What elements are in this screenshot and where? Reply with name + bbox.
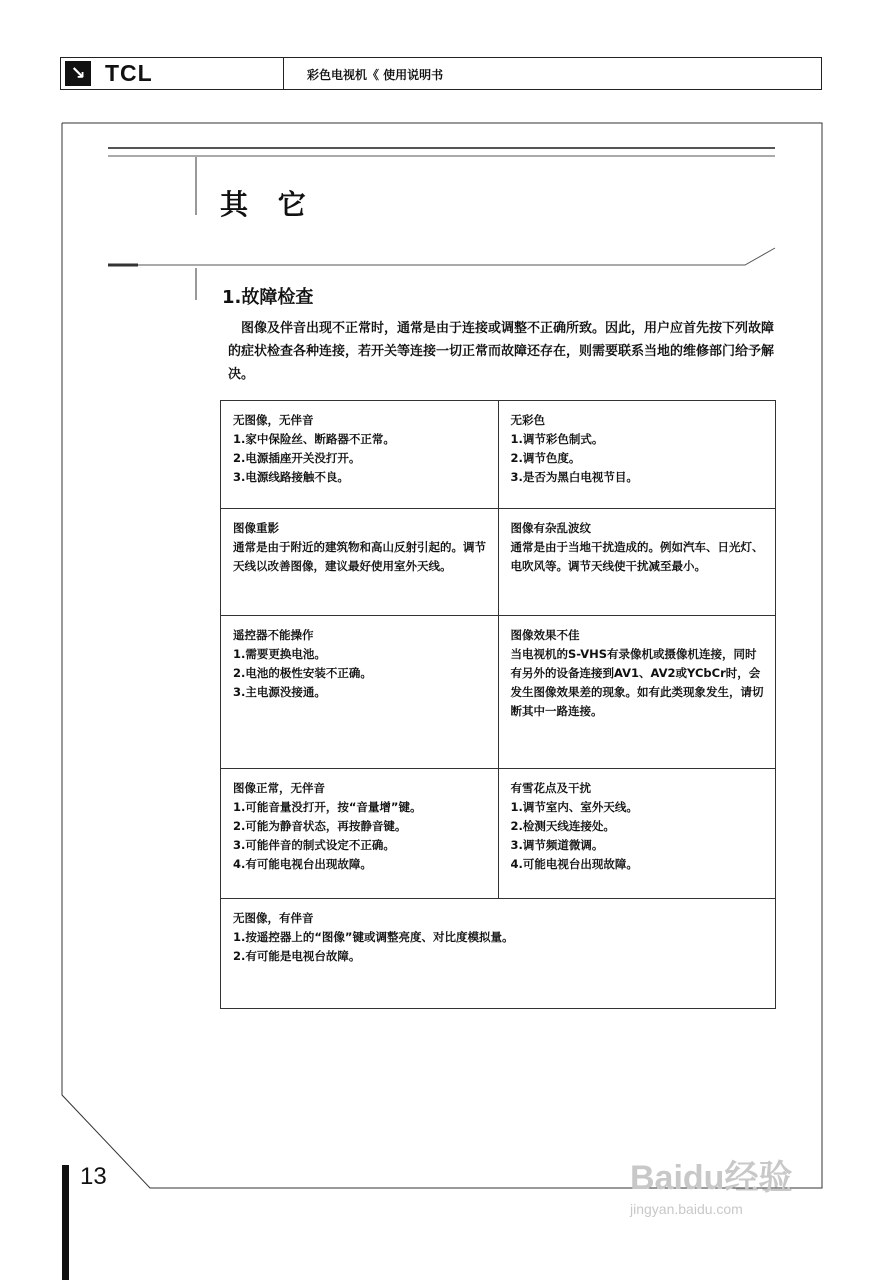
remedy-line: 1.可能音量没打开，按“音量增”键。 — [233, 800, 422, 814]
remedy-line: 3.是否为黑白电视节目。 — [510, 470, 638, 484]
troubleshooting-table — [220, 400, 776, 1009]
table-row — [221, 898, 775, 1008]
symptom-cell — [498, 769, 776, 898]
symptom-heading: 图像重影 — [233, 521, 279, 535]
remedy-line: 2.电池的极性安装不正确。 — [233, 666, 372, 680]
table-row — [221, 401, 775, 508]
remedy-line: 2.调节色度。 — [510, 451, 581, 465]
remedy-line: 1.调节彩色制式。 — [510, 432, 604, 446]
remedy-line: 3.调节频道微调。 — [510, 838, 604, 852]
section-title: 其 它 — [220, 188, 316, 221]
symptom-cell — [221, 616, 498, 768]
remedy-line: 3.主电源没接通。 — [233, 685, 326, 699]
symptom-cell — [498, 509, 776, 615]
table-row — [221, 508, 775, 615]
tcl-logo: TCL — [105, 60, 153, 86]
remedy-line: 2.检测天线连接处。 — [510, 819, 615, 833]
tcl-logo-icon: ↘ — [65, 61, 91, 86]
page-number: 13 — [80, 1163, 107, 1190]
watermark-brand: Baidu经验 — [630, 1159, 793, 1197]
remedy-line: 3.电源线路接触不良。 — [233, 470, 349, 484]
remedy-line: 2.可能为静音状态，再按静音键。 — [233, 819, 407, 833]
remedy-line: 1.家中保险丝、断路器不正常。 — [233, 432, 395, 446]
table-row — [221, 768, 775, 898]
symptom-cell — [221, 769, 498, 898]
table-row — [221, 615, 775, 768]
symptom-heading: 图像效果不佳 — [510, 628, 580, 642]
remedy-line: 1.调节室内、室外天线。 — [510, 800, 638, 814]
symptom-heading: 图像正常，无伴音 — [233, 781, 325, 795]
symptom-heading: 图像有杂乱波纹 — [510, 521, 591, 535]
remedy-line: 2.电源插座开关没打开。 — [233, 451, 361, 465]
remedy-line: 3.可能伴音的制式设定不正确。 — [233, 838, 395, 852]
baidu-watermark — [630, 1150, 792, 1217]
symptom-cell — [221, 899, 775, 1008]
subsection-title: 1.故障检查 — [222, 287, 314, 308]
symptom-heading: 有雪花点及干扰 — [510, 781, 591, 795]
symptom-cell — [221, 509, 498, 615]
remedy-line: 通常是由于当地干扰造成的。例如汽车、日光灯、电吹风等。调节天线使干扰减至最小。 — [510, 540, 764, 573]
symptom-cell — [498, 401, 776, 508]
remedy-line: 通常是由于附近的建筑物和高山反射引起的。调节天线以改善图像，建议最好使用室外天线。 — [233, 540, 486, 573]
symptom-cell — [498, 616, 776, 768]
page-edge-bar — [62, 1165, 69, 1280]
remedy-line: 1.需要更换电池。 — [233, 647, 326, 661]
remedy-line: 当电视机的S-VHS有录像机或摄像机连接，同时有另外的设备连接到AV1、AV2或YCbCr时，会发生图像效果差的现象。如有此类现象发生，请切断其中一路连接。 — [510, 647, 764, 718]
remedy-line: 1.按遥控器上的“图像”键或调整亮度、对比度模拟量。 — [233, 930, 514, 944]
remedy-line: 2.有可能是电视台故障。 — [233, 949, 361, 963]
symptom-heading: 无彩色 — [510, 413, 545, 427]
remedy-line: 4.可能电视台出现故障。 — [510, 857, 638, 871]
manual-title: 彩色电视机《 使用说明书 — [307, 68, 444, 82]
intro-paragraph: 图像及伴音出现不正常时，通常是由于连接或调整不正确所致。因此，用户应首先按下列故障的症状检查各种连接，若开关等连接一切正常而故障还存在，则需要联系当地的维修部门给予解决。 — [228, 321, 775, 382]
symptom-heading: 无图像，无伴音 — [233, 413, 314, 427]
symptom-heading: 遥控器不能操作 — [233, 628, 314, 642]
symptom-heading: 无图像，有伴音 — [233, 911, 314, 925]
watermark-url: jingyan.baidu.com — [630, 1201, 743, 1217]
symptom-cell — [221, 401, 498, 508]
remedy-line: 4.有可能电视台出现故障。 — [233, 857, 372, 871]
